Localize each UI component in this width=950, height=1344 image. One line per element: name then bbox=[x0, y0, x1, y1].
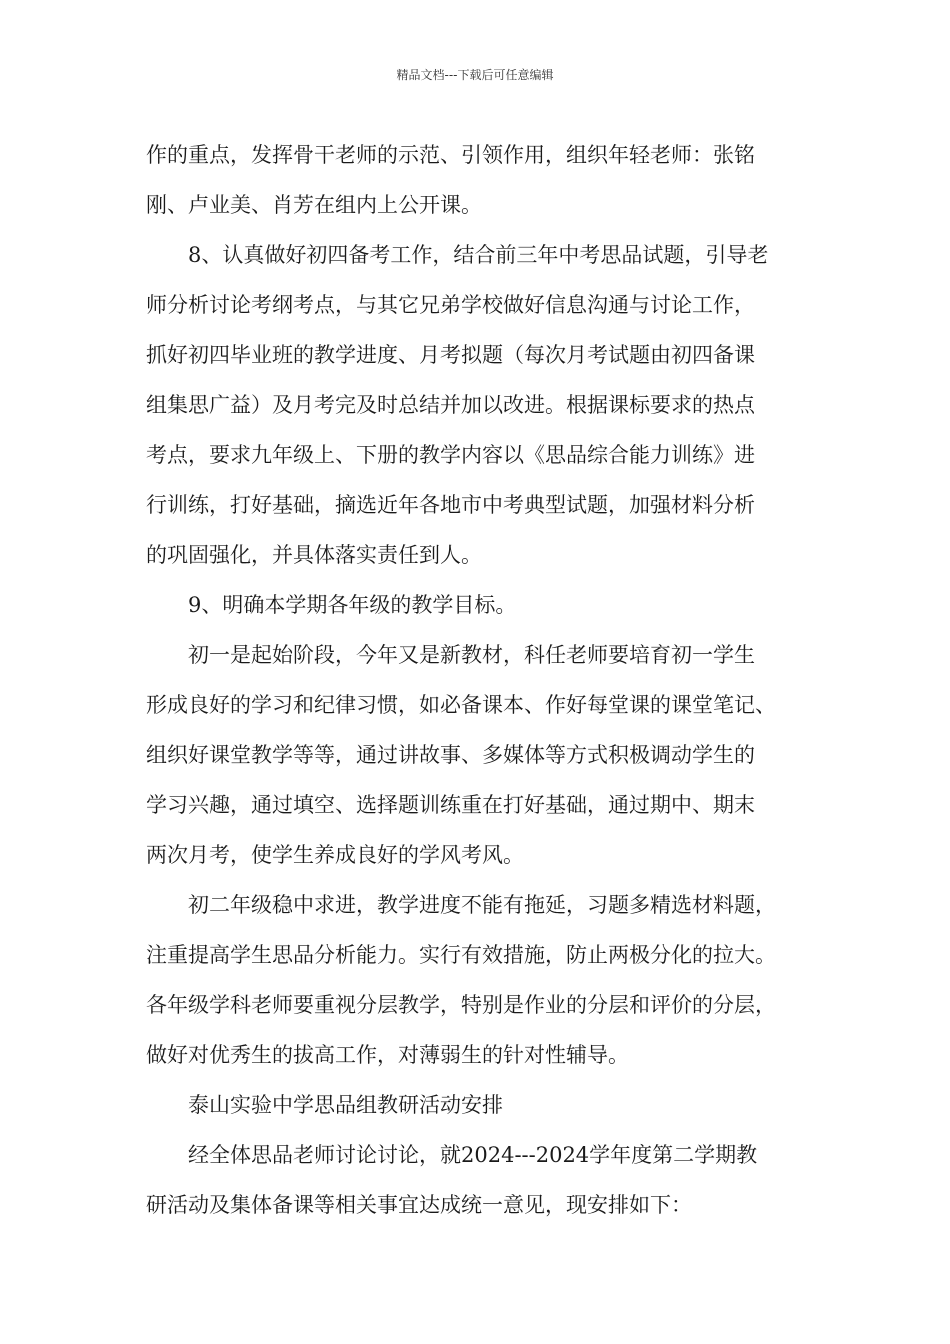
text-line: 抓好初四毕业班的教学进度、月考拟题（每次月考试题由初四备课 bbox=[146, 343, 755, 367]
paragraph-start-line: 经全体思品老师讨论讨论，就2024---2024学年度第二学期教 bbox=[188, 1143, 758, 1167]
text-line: 刚、卢业美、肖芳在组内上公开课。 bbox=[146, 193, 482, 217]
text-line: 注重提高学生思品分析能力。实行有效措施，防止两极分化的拉大。 bbox=[146, 943, 776, 967]
paragraph-start-line: 初一是起始阶段，今年又是新教材，科任老师要培育初一学生 bbox=[188, 643, 755, 667]
text-line: 师分析讨论考纲考点，与其它兄弟学校做好信息沟通与讨论工作， bbox=[146, 293, 755, 317]
document-body bbox=[146, 130, 826, 1230]
text-line: 形成良好的学习和纪律习惯，如必备课本、作好每堂课的课堂笔记、 bbox=[146, 693, 776, 717]
text-line: 考点，要求九年级上、下册的教学内容以《思品综合能力训练》进 bbox=[146, 443, 755, 467]
text-line: 组集思广益）及月考完及时总结并加以改进。根据课标要求的热点 bbox=[146, 393, 755, 417]
text-line: 两次月考，使学生养成良好的学风考风。 bbox=[146, 843, 524, 867]
paragraph-start-line: 8、认真做好初四备考工作，结合前三年中考思品试题，引导老 bbox=[188, 243, 769, 267]
text-line: 各年级学科老师要重视分层教学，特别是作业的分层和评价的分层， bbox=[146, 993, 776, 1017]
text-line: 作的重点，发挥骨干老师的示范、引领作用，组织年轻老师：张铭 bbox=[146, 143, 755, 167]
section-heading-line: 泰山实验中学思品组教研活动安排 bbox=[188, 1093, 503, 1117]
text-line: 学习兴趣，通过填空、选择题训练重在打好基础，通过期中、期末 bbox=[146, 793, 755, 817]
text-line: 组织好课堂教学等等，通过讲故事、多媒体等方式积极调动学生的 bbox=[146, 743, 755, 767]
paragraph-start-line: 初二年级稳中求进，教学进度不能有拖延，习题多精选材料题， bbox=[188, 893, 776, 917]
text-line: 研活动及集体备课等相关事宜达成统一意见，现安排如下： bbox=[146, 1193, 692, 1217]
page-header: 精品文档---下载后可任意编辑 bbox=[396, 68, 554, 82]
paragraph-start-line: 9、明确本学期各年级的教学目标。 bbox=[188, 593, 517, 617]
text-line: 行训练，打好基础，摘选近年各地市中考典型试题，加强材料分析 bbox=[146, 493, 755, 517]
text-line: 做好对优秀生的拔高工作，对薄弱生的针对性辅导。 bbox=[146, 1043, 629, 1067]
text-line: 的巩固强化，并具体落实责任到人。 bbox=[146, 543, 482, 567]
